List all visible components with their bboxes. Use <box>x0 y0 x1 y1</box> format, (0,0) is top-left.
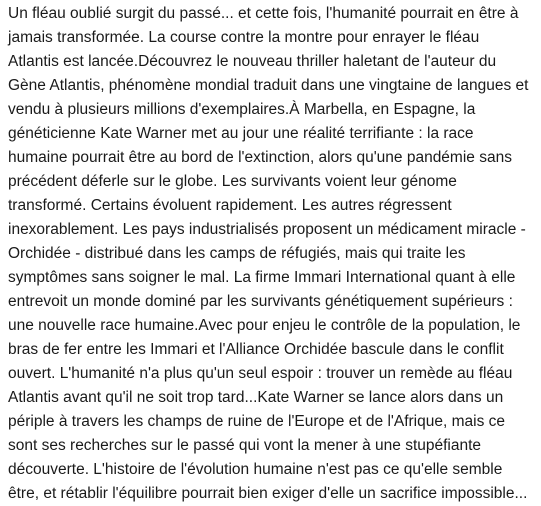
book-description-text: Un fléau oublié surgit du passé... et cette fois, l'humanité pourrait en être à jamais transformée. La course contre la montre pour enrayer le fléau Atlantis est lancée.Découvrez le nouveau thriller haletant de l'auteur du Gène Atlantis, phénomène mondial traduit dans une vingtaine de langues et vendu à plusieurs millions d'exemplaires.À Marbella, en Espagne, la généticienne Kate Warner met au jour une réalité terrifiante : la race humaine pourrait être au bord de l'extinction, alors qu'une pandémie sans précédent déferle sur le globe. Les survivants voient leur génome transformé. Certains évoluent rapidement. Les autres régressent inexorablement. Les pays industrialisés proposent un médicament miracle - Orchidée - distribué dans les camps de réfugiés, mais qui traite les symptômes sans soigner le mal. La firme Immari International quant à elle entrevoit un monde dominé par les survivants génétiquement supérieurs : une nouvelle race humaine.Avec pour enjeu le contrôle de la population, le bras de fer entre les Immari et l'Alliance Orchidée bascule dans le conflit ouvert. L'humanité n'a plus qu'un seul espoir : trouver un remède au fléau Atlantis avant qu'il ne soit trop tard...Kate Warner se lance alors dans un périple à travers les champs de ruine de l'Europe et de l'Afrique, mais ce sont ses recherches sur le passé qui vont la mener à une stupéfiante découverte. L'histoire de l'évolution humaine n'est pas ce qu'elle semble être, et rétablir l'équilibre pourrait bien exiger d'elle un sacrifice impossible... <box>8 5 529 502</box>
